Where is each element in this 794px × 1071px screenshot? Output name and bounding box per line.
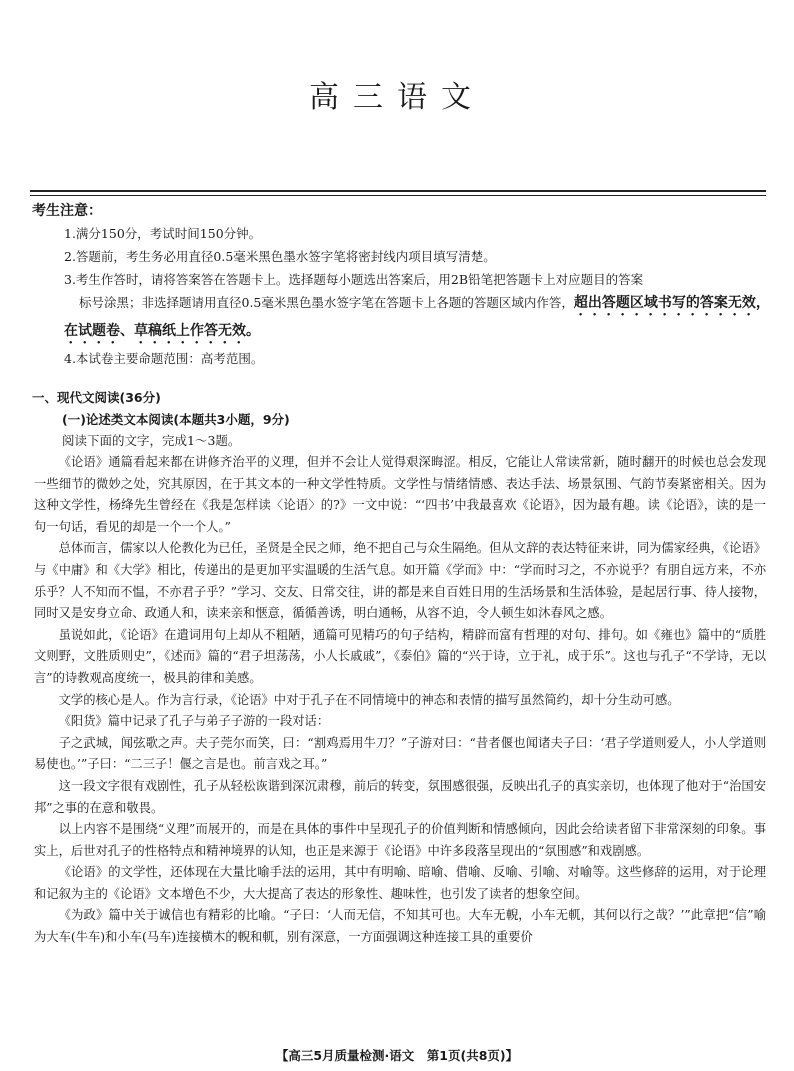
article-paragraph-6: 子之武城，闻弦歌之声。夫子莞尔而笑，曰：“割鸡焉用牛刀？”子游对曰：“昔者偃也闻诸夫子曰：‘君子学道则爱人，小人学道则易使也。’”子曰：“二三子！偃之言是也。前言戏之耳。” <box>34 735 766 772</box>
article-paragraph-9: 《论语》的文学性，还体现在大量比喻手法的运用，其中有明喻、暗喻、借喻、反喻、引喻、对喻等。这些修辞的运用，对于论理和记叙为主的《论语》文本增色不少，大大提高了表达的形象性、趣味性，也引发了读者的想象空间。 <box>34 865 766 901</box>
notice-item-3-line2: 标号涂黑；非选择题请用直径0.5毫米黑色墨水签字笔在答题卡上各题的答题区域内作答， <box>79 295 574 310</box>
article-paragraph-8: 以上内容不是围绕“义理”而展开的，而是在具体的事件中呈现孔子的价值判断和情感倾向，因此会给读者留下非常深刻的印象。事实上，后世对孔子的性格特点和精神境界的认知，也正是来源于《论语》中许多段落呈现出的“氛围感”和戏剧感。 <box>34 822 766 858</box>
notice-item-2: 2.答题前，考生务必用直径0.5毫米黑色墨水签字笔将密封线内项目填写清楚。 <box>64 249 496 264</box>
article-paragraph-1: 《论语》通篇看起来都在讲修齐治平的义理，但并不会让人觉得艰深晦涩。相反，它能让人常读常新，随时翻开的时候也总会发现一些细节的微妙之处，究其原因，在于其文本的一种文学性特质。文学性与情绪情感、表达手法、场景氛围、气韵节奏紧密相关。因为这种文学性，杨绛先生曾经在《我是怎样读〈论语〉的?》一文中说：“‘四书’中我最喜欢《论语》，因为最有趣。读《论语》，读的是一句一句话，看见的却是一个一个人。” <box>34 455 766 534</box>
notice-item-3-line1: 3.考生作答时，请将答案答在答题卡上。选择题每小题选出答案后，用2B铅笔把答题卡上对应题目的答案 <box>64 272 644 287</box>
reading-instruction: 阅读下面的文字，完成1～3题。 <box>62 433 241 448</box>
article-paragraph-5: 《阳货》篇中记录了孔子与弟子子游的一段对话： <box>58 714 330 729</box>
notice-item-3-emphasis: 超出答题区域书写的答案无效，在试题卷、草稿纸上作答无效。 <box>64 295 770 339</box>
article-body <box>34 452 766 949</box>
header-divider <box>30 190 766 192</box>
page-footer: 【高三5月质量检测·语文 第1页(共8页)】 <box>275 1048 519 1063</box>
notice-item-1: 1.满分150分，考试时间150分钟。 <box>64 226 262 241</box>
article-paragraph-3: 虽说如此，《论语》在遣词用句上却从不粗陋，通篇可见精巧的句子结构，精辟而富有哲理的对句、排句。如《雍也》篇中的“质胜文则野，文胜质则史”，《述而》篇的“君子坦荡荡，小人长戚戚”，《泰伯》篇的“兴于诗，立于礼，成于乐”。这也与孔子“不学诗，无以言”的诗教观高度统一，极具韵律和美感。 <box>34 627 766 685</box>
notice-item-4: 4.本试卷主要命题范围：高考范围。 <box>64 351 264 366</box>
article-paragraph-4: 文学的核心是人。作为言行录，《论语》中对于孔子在不同情境中的神态和表情的描写虽然简约，却十分生动可感。 <box>58 692 680 707</box>
page-title: 高三语文 <box>309 80 485 115</box>
article-paragraph-2: 总体而言，儒家以人伦教化为已任，圣贤是全民之师，绝不把自己与众生隔绝。但从文辞的表达特征来讲，同为儒家经典，《论语》与《中庸》和《大学》相比，传递出的是更加平实温暖的生活气息。如开篇《学而》中：“学而时习之，不亦说乎？有朋自远方来，不亦乐乎？人不知而不愠，不亦君子乎？”学习、交友、日常交往，讲的都是来自百姓日用的生活场景和生活体验，是起居行事、待人接物，同时又是安身立命、政通人和，读来亲和惬意，循循善诱，明白通畅，从容不迫，令人顿生如沐春风之感。 <box>34 541 766 621</box>
notice-item-3 <box>64 268 770 347</box>
notice-heading: 考生注意： <box>32 203 102 219</box>
header-divider-thin <box>30 195 766 196</box>
notice-list <box>64 222 770 370</box>
subsection-heading: (一)论述类文本阅读(本题共3小题，9分) <box>62 412 290 427</box>
section-heading: 一、现代文阅读(36分) <box>32 390 161 405</box>
article-paragraph-7: 这一段文字很有戏剧性，孔子从轻松诙谐到深沉肃穆，前后的转变，氛围感很强，反映出孔子的真实亲切，也体现了他对于“治国安邦”之事的在意和敬畏。 <box>34 778 766 815</box>
article-paragraph-10: 《为政》篇中关于诚信也有精彩的比喻。“子曰：‘人而无信，不知其可也。大车无輗，小车无軏，其何以行之哉？’”此章把“信”喻为大车(牛车)和小车(马车)连接横木的輗和軏，别有深意，一方面强调这种连接工具的重要价 <box>34 908 766 945</box>
